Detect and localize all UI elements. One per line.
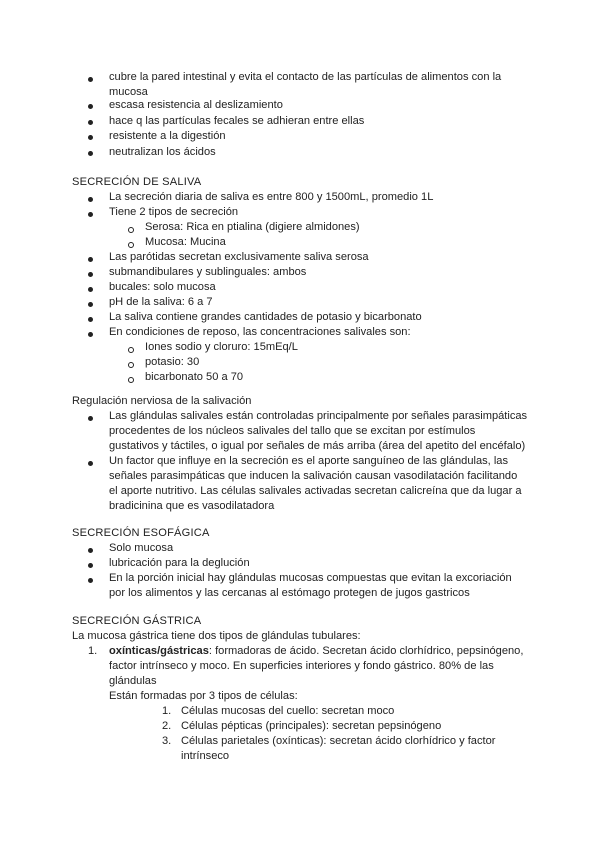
sub-list-item: Iones sodio y cloruro: 15mEq/L: [145, 341, 298, 353]
list-item: En la porción inicial hay glándulas mucosas compuestas que evitan la excoriación: [109, 572, 512, 584]
list-item: resistente a la digestión: [109, 130, 226, 142]
list-number: 2.: [162, 720, 172, 732]
hollow-bullet-icon: [128, 347, 134, 353]
list-item: [109, 644, 523, 659]
list-item: bucales: solo mucosa: [109, 281, 216, 293]
list-number: 3.: [162, 735, 172, 747]
list-item: Solo mucosa: [109, 542, 174, 554]
sub-list-item-continuation: intrínseco: [181, 750, 230, 762]
hollow-bullet-icon: [128, 377, 134, 383]
paragraph-line: Las glándulas salivales están controladas principalmente por señales parasimpáticas: [109, 410, 528, 422]
list-item: cubre la pared intestinal y evita el contacto de las partículas de alimentos con la: [109, 71, 502, 83]
list-item: lubricación para la deglución: [109, 557, 250, 569]
sub-list-item: Células mucosas del cuello: secretan moco: [181, 705, 395, 717]
paragraph-line: Están formadas por 3 tipos de células:: [109, 690, 298, 702]
paragraph-line: señales parasimpáticas que inducen la salivación causan vasodilatación facilitando: [109, 470, 518, 482]
bullet-icon: [88, 151, 93, 156]
list-item-continuation: por los alimentos y las cercanas al estómago protegen de jugos gastricos: [109, 587, 470, 599]
sub-list-item: Serosa: Rica en ptialina (digiere almidones): [145, 221, 360, 233]
bullet-icon: [88, 332, 93, 337]
sub-list-item: Mucosa: Mucina: [145, 236, 226, 248]
list-number: 1.: [88, 645, 98, 657]
list-item: submandibulares y sublinguales: ambos: [109, 266, 307, 278]
paragraph-line: procedentes de los núcleos salivales del tallo que se excitan por estímulos: [109, 425, 476, 437]
list-item: hace q las partículas fecales se adhieran entre ellas: [109, 115, 365, 127]
list-item: pH de la saliva: 6 a 7: [109, 296, 213, 308]
sub-list-item: potasio: 30: [145, 356, 200, 368]
list-number: 1.: [162, 705, 172, 717]
paragraph-line: el aporte nutritivo. Las células salivales activadas secretan calicreína que da lugar a: [109, 485, 522, 497]
list-item-continuation: factor intrínseco y moco. En superficies interiores y fondo gástrico. 80% de las: [109, 660, 494, 672]
list-item-text: : formadoras de ácido. Secretan ácido clorhídrico, pepsinógeno,: [208, 645, 524, 657]
hollow-bullet-icon: [128, 227, 134, 233]
list-item: Tiene 2 tipos de secreción: [109, 206, 239, 218]
list-item: escasa resistencia al deslizamiento: [109, 99, 283, 111]
hollow-bullet-icon: [128, 242, 134, 248]
list-item: neutralizan los ácidos: [109, 146, 216, 158]
hollow-bullet-icon: [128, 362, 134, 368]
bullet-icon: [88, 120, 93, 125]
bullet-icon: [88, 302, 93, 307]
sub-list-item: Células pépticas (principales): secretan pepsinógeno: [181, 720, 442, 732]
bullet-icon: [88, 197, 93, 202]
section-heading-regulation: Regulación nerviosa de la salivación: [72, 395, 252, 407]
bullet-icon: [88, 212, 93, 217]
list-item: Las parótidas secretan exclusivamente saliva serosa: [109, 251, 369, 263]
paragraph-line: gustativos y táctiles, o igual por señales de más arriba (área del apetito del encéfalo): [109, 440, 526, 452]
section-heading-gastric: SECRECIÓN GÁSTRICA: [72, 615, 202, 627]
bullet-icon: [88, 272, 93, 277]
bullet-icon: [88, 548, 93, 553]
list-item-continuation: mucosa: [109, 86, 148, 98]
list-item-continuation: glándulas: [109, 675, 157, 687]
sub-list-item: Células parietales (oxínticas): secretan ácido clorhídrico y factor: [181, 735, 496, 747]
bullet-icon: [88, 104, 93, 109]
bullet-icon: [88, 416, 93, 421]
bullet-icon: [88, 77, 93, 82]
bullet-icon: [88, 135, 93, 140]
bullet-icon: [88, 578, 93, 583]
section-heading-esophageal: SECRECIÓN ESOFÁGICA: [72, 527, 210, 539]
list-item: La secreción diaria de saliva es entre 800 y 1500mL, promedio 1L: [109, 191, 434, 203]
section-heading-saliva: SECRECIÓN DE SALIVA: [72, 176, 202, 188]
list-item: En condiciones de reposo, las concentraciones salivales son:: [109, 326, 411, 338]
paragraph-line: La mucosa gástrica tiene dos tipos de glándulas tubulares:: [72, 630, 361, 642]
bullet-icon: [88, 257, 93, 262]
bold-term: oxínticas/gástricas: [109, 645, 209, 657]
paragraph-line: Un factor que influye en la secreción es el aporte sanguíneo de las glándulas, las: [109, 455, 509, 467]
list-item: La saliva contiene grandes cantidades de potasio y bicarbonato: [109, 311, 422, 323]
bullet-icon: [88, 317, 93, 322]
bullet-icon: [88, 287, 93, 292]
paragraph-line: bradicinina que es vasodilatadora: [109, 500, 275, 512]
bullet-icon: [88, 563, 93, 568]
sub-list-item: bicarbonato 50 a 70: [145, 371, 244, 383]
bullet-icon: [88, 461, 93, 466]
